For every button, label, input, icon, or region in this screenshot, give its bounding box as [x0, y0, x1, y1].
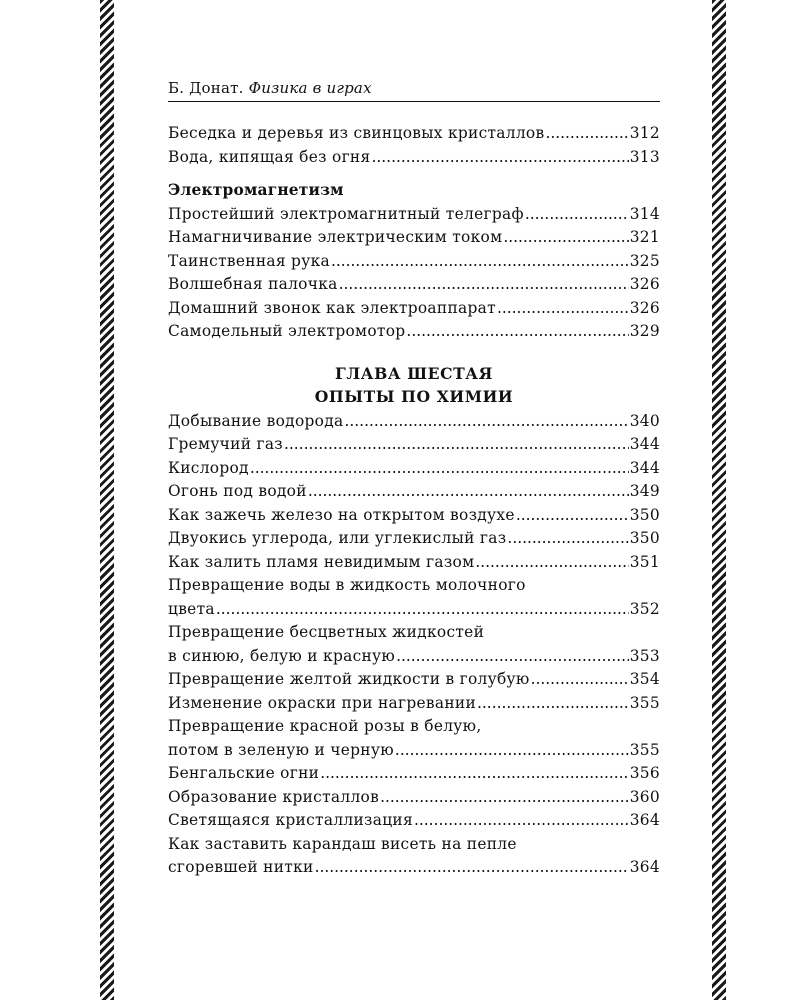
section-heading: Электромагнетизм	[168, 181, 344, 199]
toc-entry-page: 344	[629, 435, 660, 453]
dot-leader	[339, 273, 629, 297]
toc-entry	[168, 457, 660, 481]
dot-leader	[250, 457, 629, 481]
toc-entry-title: Волшебная палочка	[168, 275, 338, 293]
dot-leader	[315, 856, 629, 880]
dot-leader	[345, 410, 629, 434]
dot-leader	[414, 809, 629, 833]
toc-entry-page: 326	[629, 275, 660, 293]
toc-entry-page: 352	[629, 599, 660, 618]
toc-entry-page: 354	[629, 670, 660, 688]
toc-entry-multiline	[168, 715, 660, 762]
toc-entry	[168, 809, 660, 833]
toc-entry-title: Намагничивание электрическим током	[168, 228, 503, 246]
toc-entry-page: 356	[629, 764, 660, 782]
toc-entry-title: сгоревшей нитки	[168, 858, 314, 876]
section-entries	[168, 203, 660, 344]
toc-entry	[168, 856, 660, 880]
toc-top-group	[168, 122, 660, 169]
dot-leader	[320, 762, 629, 786]
toc-entry-page: 350	[629, 529, 660, 547]
toc-entry-title: Добывание водорода	[168, 411, 344, 430]
page-edge-left	[100, 0, 114, 1000]
dot-leader	[516, 504, 629, 528]
toc-entry-title: Изменение окраски при нагревании	[168, 693, 477, 712]
dot-leader	[507, 527, 628, 551]
dot-leader	[395, 739, 629, 763]
toc-entry-page: 344	[629, 458, 660, 477]
toc-entry-title: цвета	[168, 599, 215, 618]
toc-entry-title-line1: Как заставить карандаш висеть на пепле	[168, 834, 517, 853]
toc-entry-page: 360	[629, 787, 660, 806]
toc-entry	[168, 598, 660, 622]
dot-leader	[503, 226, 628, 250]
toc-entry-title: Простейший электромагнитный телеграф	[168, 204, 524, 223]
dot-leader	[284, 433, 629, 457]
toc-entry-title: Бенгальские огни	[168, 764, 320, 782]
toc-entry-title: Беседка и деревья из свинцовых кристаллов	[168, 124, 545, 142]
toc-entry-page: 340	[629, 411, 660, 430]
toc-entry-page: 326	[629, 298, 660, 317]
toc-entry-page: 312	[629, 124, 660, 142]
toc-entry-page: 364	[629, 858, 660, 876]
header-author: Б. Донат.	[168, 79, 244, 97]
toc-entry	[168, 320, 660, 344]
toc-entry-title: Самодельный электромотор	[168, 322, 406, 340]
toc-entry	[168, 668, 660, 692]
toc-entry	[168, 297, 660, 321]
dot-leader	[497, 297, 629, 321]
table-of-contents	[168, 122, 660, 880]
toc-entry-title-line1: Превращение бесцветных жидкостей	[168, 623, 485, 641]
toc-entry	[168, 203, 660, 227]
toc-entry-page: 325	[629, 251, 660, 270]
toc-entry-title: Образование кристаллов	[168, 787, 380, 806]
toc-entry-title: Кислород	[168, 458, 249, 477]
chapter-entries	[168, 410, 660, 880]
toc-entry	[168, 692, 660, 716]
toc-entry	[168, 739, 660, 763]
dot-leader	[525, 203, 629, 227]
toc-entry-page: 355	[629, 740, 660, 759]
toc-entry	[168, 762, 660, 786]
toc-entry-title: Вода, кипящая без огня	[168, 147, 371, 166]
dot-leader	[331, 250, 629, 274]
toc-entry-page: 355	[629, 693, 660, 712]
toc-entry-page: 329	[629, 322, 660, 340]
toc-entry-title: Огонь под водой	[168, 482, 307, 500]
dot-leader	[477, 692, 629, 716]
toc-entry	[168, 250, 660, 274]
toc-entry	[168, 146, 660, 170]
dot-leader	[216, 598, 629, 622]
chapter-number: ГЛАВА ШЕСТАЯ	[335, 363, 493, 383]
dot-leader	[531, 668, 629, 692]
toc-entry-title: Светящаяся кристаллизация	[168, 811, 413, 829]
toc-entry-page: 313	[629, 147, 660, 166]
toc-entry-title: Таинственная рука	[168, 251, 330, 270]
dot-leader	[475, 551, 628, 575]
toc-entry	[168, 410, 660, 434]
toc-entry-title: Как зажечь железо на открытом воздухе	[168, 505, 515, 524]
toc-entry	[168, 504, 660, 528]
dot-leader	[380, 786, 629, 810]
dot-leader	[308, 480, 629, 504]
toc-entry-title-line1: Превращение красной розы в белую,	[168, 717, 482, 735]
chapter-heading	[168, 362, 660, 408]
running-header	[168, 78, 660, 102]
dot-leader	[406, 320, 628, 344]
toc-entry	[168, 527, 660, 551]
toc-entry-multiline	[168, 621, 660, 668]
toc-entry-title: Домашний звонок как электроаппарат	[168, 298, 496, 317]
toc-entry-title: Двуокись углерода, или углекислый газ	[168, 529, 507, 547]
toc-entry	[168, 273, 660, 297]
toc-entry-multiline	[168, 574, 660, 621]
toc-entry-page: 321	[629, 228, 660, 246]
toc-entry	[168, 551, 660, 575]
toc-entry-page: 364	[629, 811, 660, 829]
toc-entry-title: Гремучий газ	[168, 435, 283, 453]
toc-entry-page: 350	[629, 505, 660, 524]
toc-entry-page: 349	[629, 482, 660, 500]
toc-entry-title: Превращение желтой жидкости в голубую	[168, 670, 530, 688]
page-edge-right	[712, 0, 726, 1000]
toc-entry-title: Как залить пламя невидимым газом	[168, 552, 475, 571]
header-book-title: Физика в играх	[248, 79, 372, 97]
dot-leader	[545, 122, 628, 146]
chapter-title: ОПЫТЫ ПО ХИМИИ	[314, 386, 514, 406]
toc-entry-page: 351	[629, 552, 660, 571]
toc-entry-title-line1: Превращение воды в жидкость молочного	[168, 576, 526, 594]
toc-entry-title: в синюю, белую и красную	[168, 646, 396, 665]
book-page	[168, 78, 660, 880]
dot-leader	[396, 645, 629, 669]
toc-entry	[168, 645, 660, 669]
toc-entry-multiline	[168, 833, 660, 880]
toc-entry-page: 314	[629, 204, 660, 223]
toc-entry	[168, 433, 660, 457]
toc-entry-title: потом в зеленую и черную	[168, 740, 394, 759]
toc-entry	[168, 786, 660, 810]
toc-entry	[168, 226, 660, 250]
toc-entry-page: 353	[629, 646, 660, 665]
toc-entry	[168, 122, 660, 146]
toc-entry	[168, 480, 660, 504]
dot-leader	[372, 146, 629, 170]
